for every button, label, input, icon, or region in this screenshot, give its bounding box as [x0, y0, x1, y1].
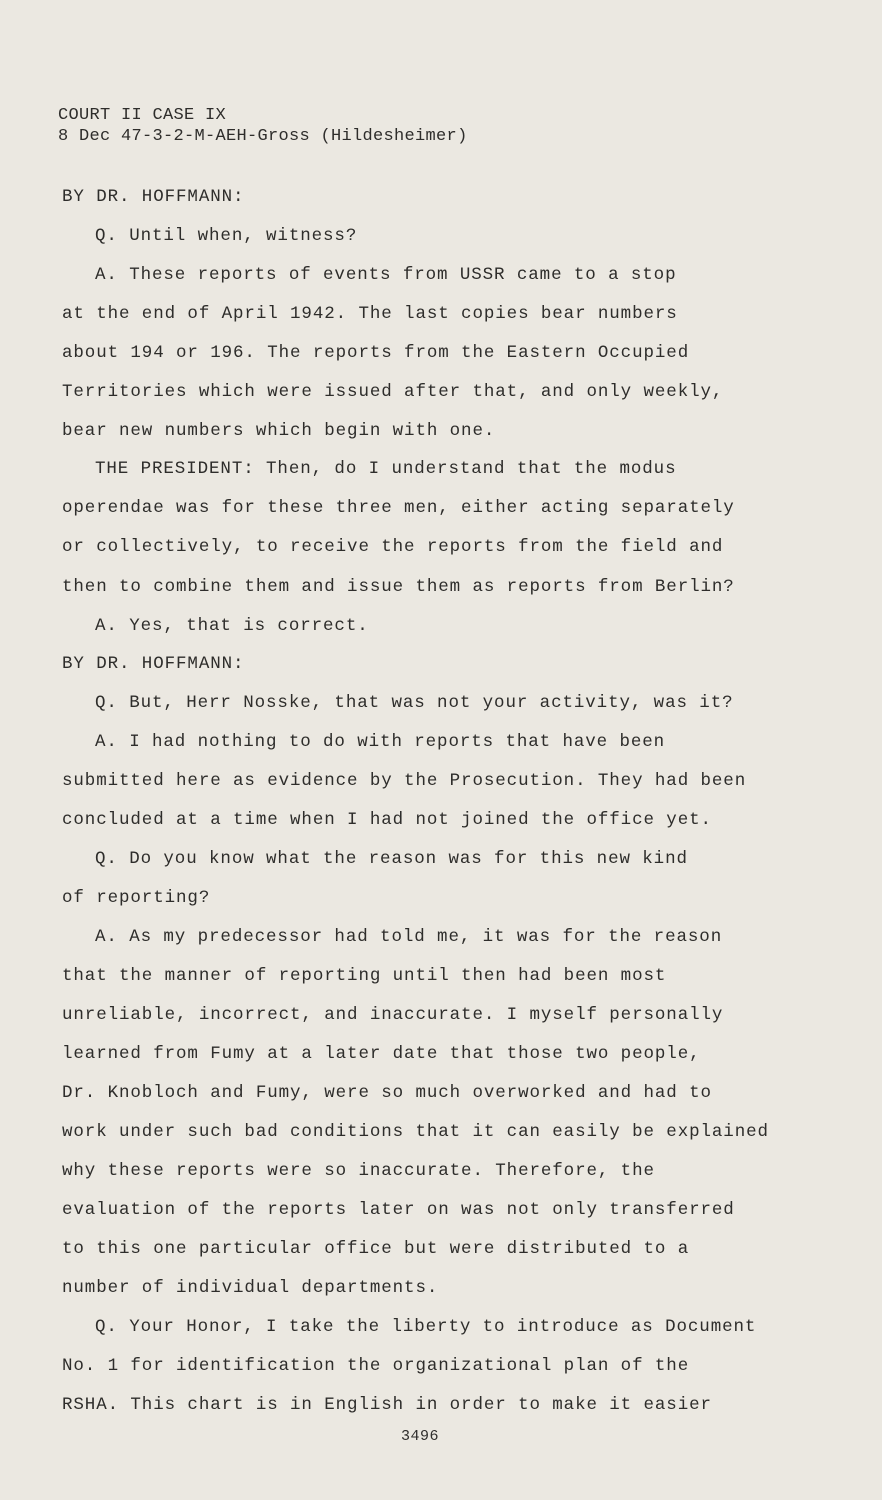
text-line: unreliable, incorrect, and inaccurate. I myself personally — [62, 1005, 724, 1025]
text-line: evaluation of the reports later on was not only transferred — [62, 1200, 735, 1220]
text-line: why these reports were so inaccurate. Therefore, the — [62, 1161, 655, 1181]
header-court-case: COURT II CASE IX — [58, 106, 227, 125]
page-number: 3496 — [401, 1428, 440, 1445]
text-line: to this one particular office but were distributed to a — [62, 1239, 690, 1259]
text-line: submitted here as evidence by the Prosecution. They had been — [62, 771, 747, 791]
text-line: Q. Do you know what the reason was for this new kind — [95, 849, 688, 869]
text-line: operendae was for these three men, either acting separately — [62, 498, 735, 518]
text-line: Territories which were issued after that, and only weekly, — [62, 382, 724, 402]
text-line: work under such bad conditions that it can easily be explained — [62, 1122, 769, 1142]
text-line: that the manner of reporting until then had been most — [62, 966, 667, 986]
text-line: RSHA. This chart is in English in order to make it easier — [62, 1395, 712, 1415]
text-line: or collectively, to receive the reports from the field and — [62, 537, 724, 557]
text-line: concluded at a time when I had not joined the office yet. — [62, 810, 712, 830]
text-line: bear new numbers which begin with one. — [62, 421, 496, 441]
text-line: then to combine them and issue them as reports from Berlin? — [62, 577, 735, 597]
text-line: number of individual departments. — [62, 1278, 439, 1298]
text-line: learned from Fumy at a later date that those two people, — [62, 1044, 701, 1064]
text-line: Dr. Knobloch and Fumy, were so much overworked and had to — [62, 1083, 712, 1103]
text-line: about 194 or 196. The reports from the Eastern Occupied — [62, 343, 690, 363]
text-line: A. I had nothing to do with reports that have been — [95, 732, 666, 752]
text-line: A. Yes, that is correct. — [95, 616, 369, 636]
speaker-line: BY DR. HOFFMANN: — [62, 654, 245, 674]
text-line: No. 1 for identification the organizational plan of the — [62, 1356, 690, 1376]
text-line: Q. Your Honor, I take the liberty to introduce as Document — [95, 1317, 757, 1337]
text-line: A. As my predecessor had told me, it was for the reason — [95, 927, 723, 947]
speaker-line: BY DR. HOFFMANN: — [62, 187, 245, 207]
text-line: THE PRESIDENT: Then, do I understand that the modus — [95, 459, 677, 479]
text-line: of reporting? — [62, 888, 211, 908]
text-line: Q. Until when, witness? — [95, 226, 358, 246]
text-line: A. These reports of events from USSR came to a stop — [95, 265, 677, 285]
text-line: Q. But, Herr Nosske, that was not your activity, was it? — [95, 693, 734, 713]
text-line: at the end of April 1942. The last copies bear numbers — [62, 304, 678, 324]
header-date-line: 8 Dec 47-3-2-M-AEH-Gross (Hildesheimer) — [58, 127, 468, 146]
